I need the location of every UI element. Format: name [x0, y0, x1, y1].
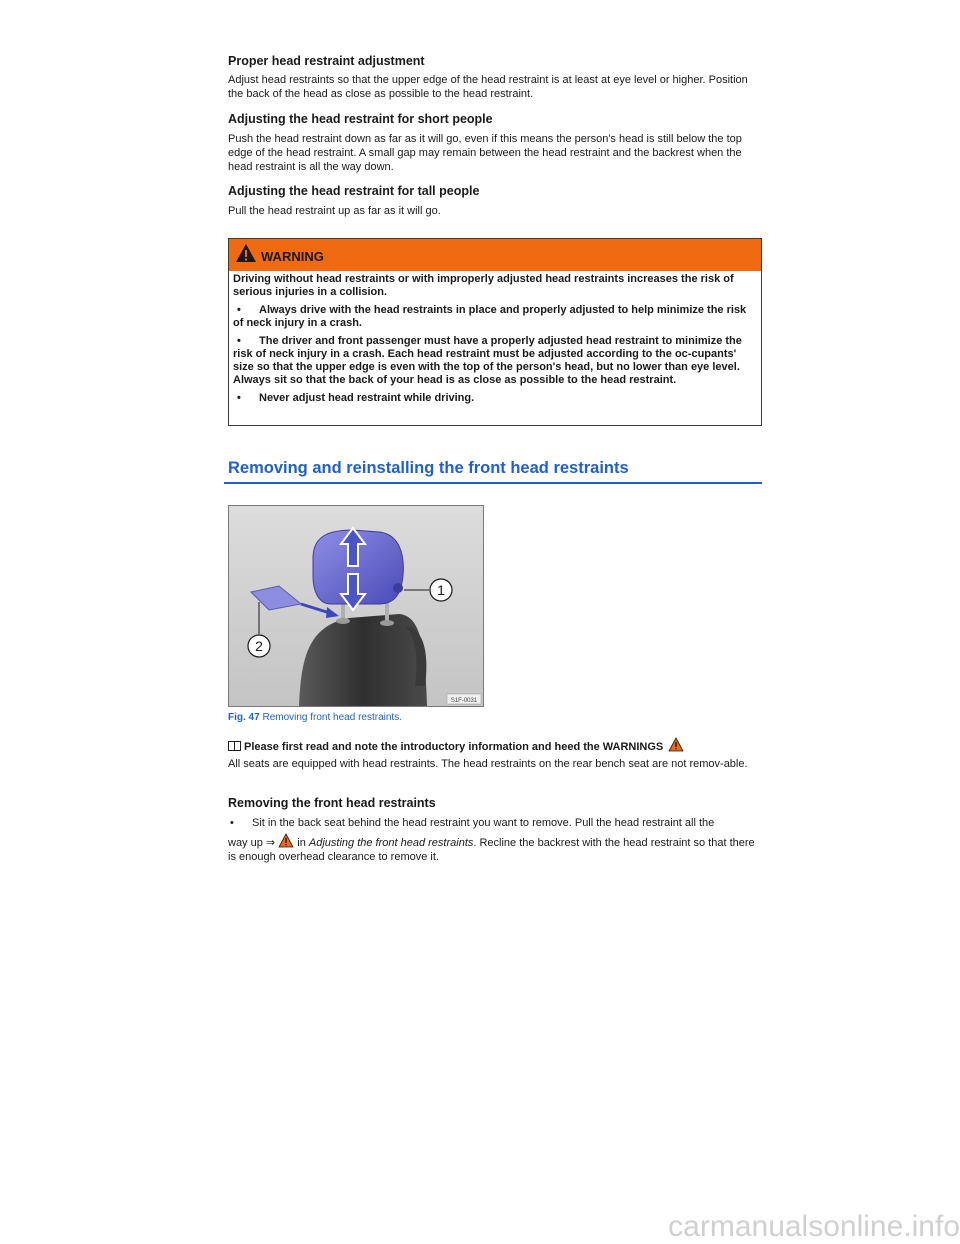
warning-body [229, 271, 761, 405]
watermark: carmanualsonline.info [668, 1210, 960, 1243]
callout-2: 2 [255, 638, 263, 654]
bullet-icon: • [237, 392, 241, 404]
figure-head-restraint [228, 505, 484, 707]
book-icon [228, 741, 241, 751]
text-short-people: Push the head restraint down as far as it will go, even if this means the person's head is still below the top edge of the head restraint. A small gap may remain between the head restraint and the backrest when the head restraint is all the way down. [228, 133, 742, 173]
bullet-icon: • [230, 817, 234, 829]
bullet-icon: • [237, 304, 241, 316]
cross-reference-link[interactable]: Adjusting the front head restraints [308, 837, 474, 849]
warning-header [229, 239, 761, 271]
figure-code: S1F-0031 [450, 698, 478, 704]
warning-bullet: • Never adjust head restraint while driving. [233, 392, 755, 405]
heading-short-people: Adjusting the head restraint for short people [228, 112, 493, 126]
section-divider [224, 482, 762, 484]
warning-bullet: • Always drive with the head restraints in place and properly adjusted to help minimize the risk of neck injury in a crash. [233, 304, 747, 329]
warning-bullet: • The driver and front passenger must have a properly adjusted head restraint to minimize the risk of neck injury in a crash. Each head restraint must be adjusted according to the oc-cupants' size so that the upper edge is even with the top of the person's head, but no lower than eye level. Always sit so that the back of your head is as close as possible to the head restraint. [233, 335, 742, 386]
heading-tall-people: Adjusting the head restraint for tall people [228, 184, 480, 198]
intro-text: All seats are equipped with head restraints. The head restraints on the rear bench seat are not remov-able. [228, 758, 748, 770]
step-list-item: • Sit in the back seat behind the head restraint you want to remove. Pull the head restraint all the [228, 814, 762, 833]
heading-proper-adjustment: Proper head restraint adjustment [228, 54, 425, 68]
warning-intro: Driving without head restraints or with improperly adjusted head restraints increases the risk of serious injuries in a collision. [233, 273, 734, 298]
bullet-icon: • [237, 335, 241, 347]
warning-triangle-icon [278, 833, 294, 848]
read-note: Please first read and note the introductory information and heed the WARNINGS [228, 737, 684, 753]
callout-1: 1 [437, 582, 445, 598]
warning-triangle-icon [235, 243, 257, 263]
figure-caption: Fig. 47 Removing front head restraints. [228, 712, 402, 723]
section-title-removing: Removing and reinstalling the front head restraints [228, 459, 629, 477]
text-proper-adjustment: Adjust head restraints so that the upper edge of the head restraint is at least at eye level or higher. Position the back of the head as close as possible to the head restraint. [228, 74, 748, 100]
warning-triangle-icon [668, 737, 684, 752]
text-tall-people: Pull the head restraint up as far as it will go. [228, 205, 441, 217]
heading-removing-front: Removing the front head restraints [228, 796, 436, 810]
head-restraint-illustration [229, 506, 483, 706]
step-continuation: way up ⇒ in Adjusting the front head restraints. Recline the backrest with the head restraint so that there is enough overhead clearance to remove it. [228, 833, 762, 864]
warning-box [228, 238, 762, 426]
warning-label: WARNING [261, 249, 324, 264]
